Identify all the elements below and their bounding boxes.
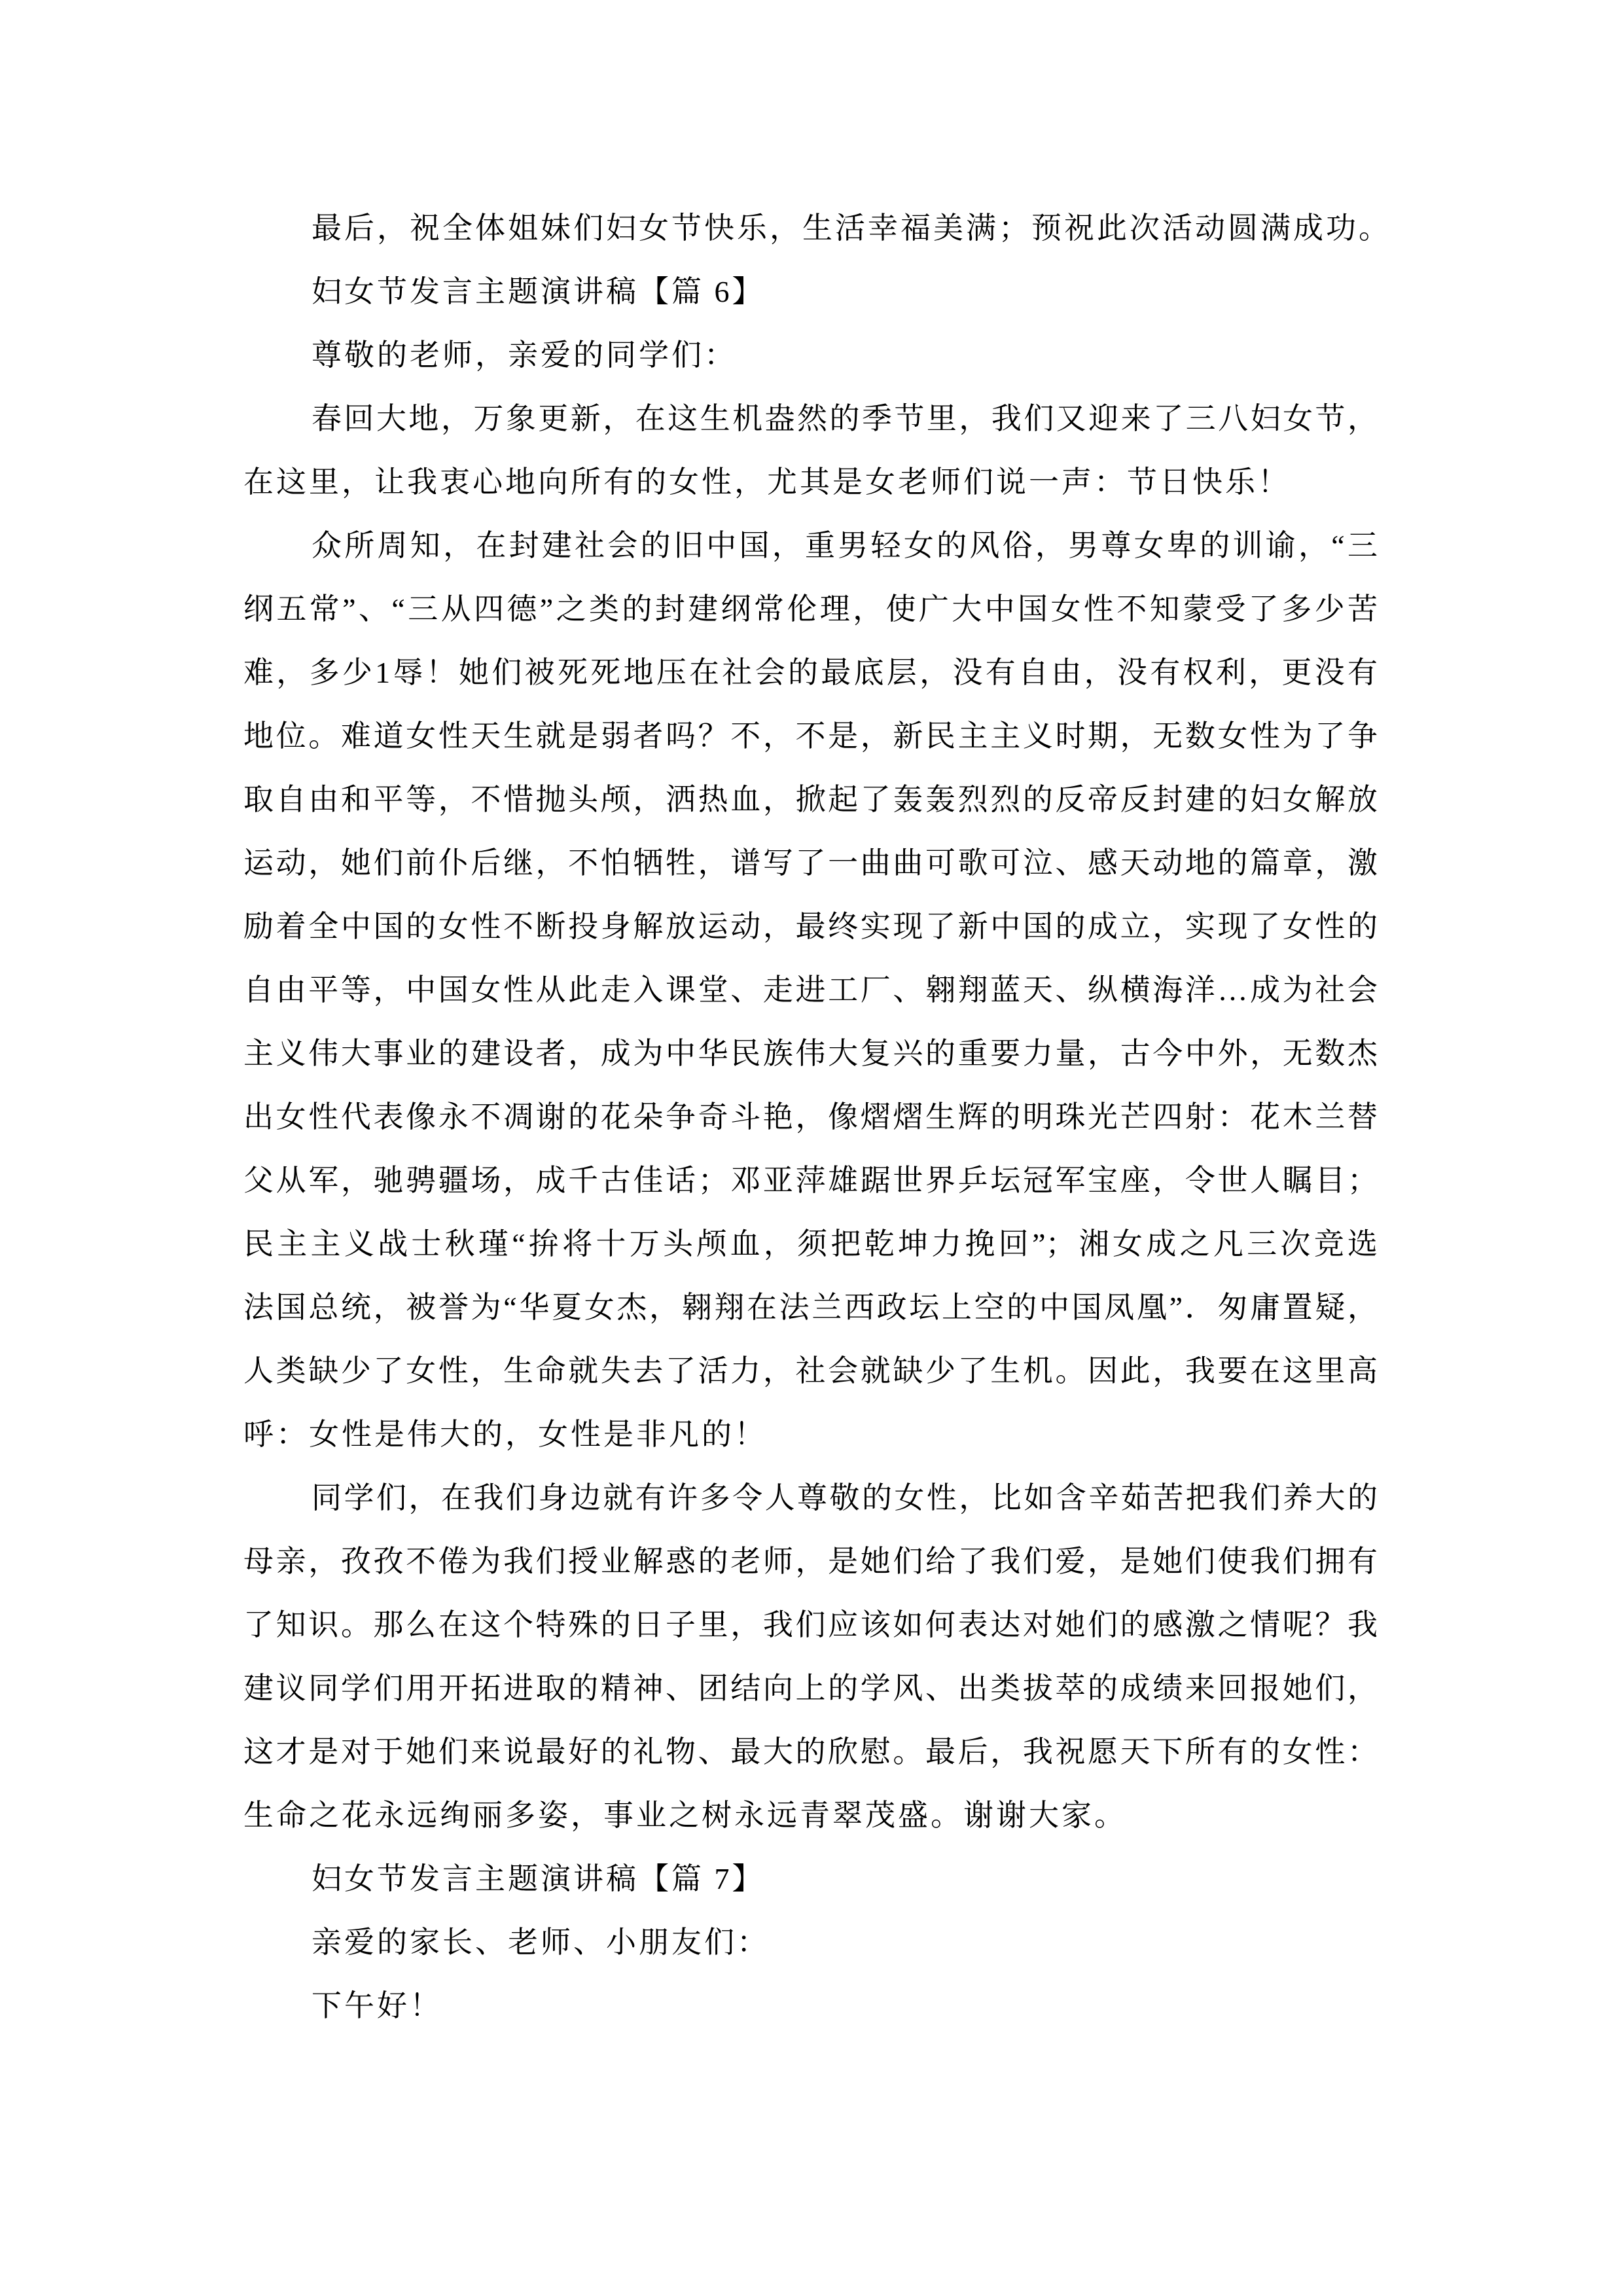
text-line-21: 同学们，在我们身边就有许多令人尊敬的女性，比如含辛茹苦把我们养大的: [312, 1481, 1378, 1515]
text-line-14: 主义伟大事业的建设者，成为中华民族伟大复兴的重要力量，古今中外，无数杰: [243, 1037, 1378, 1070]
text-line-4: 春回大地，万象更新，在这生机盎然的季节里，我们又迎来了三八妇女节，: [312, 402, 1378, 435]
text-line-16: 父从军，驰骋疆场，成千古佳话；邓亚萍雄踞世界乒坛冠军宝座，令世人瞩目；: [243, 1164, 1378, 1197]
text-line-19: 人类缺少了女性，生命就失去了活力，社会就缺少了生机。因此，我要在这里高: [243, 1354, 1378, 1388]
text-line-13: 自由平等，中国女性从此走入课堂、走进工厂、翱翔蓝天、纵横海洋…成为社会: [243, 973, 1378, 1007]
text-line-17: 民主主义战士秋瑾“拚将十万头颅血，须把乾坤力挽回”；湘女成之凡三次竞选: [243, 1227, 1378, 1261]
text-line-6: 众所周知，在封建社会的旧中国，重男轻女的风俗，男尊女卑的训谕，“三: [312, 529, 1378, 562]
text-line-12: 励着全中国的女性不断投身解放运动，最终实现了新中国的成立，实现了女性的: [243, 910, 1378, 943]
text-line-20: 呼：女性是伟大的，女性是非凡的！: [243, 1418, 767, 1451]
text-line-24: 建议同学们用开拓进取的精神、团结向上的学风、出类拔萃的成绩来回报她们，: [243, 1672, 1378, 1705]
text-line-22: 母亲，孜孜不倦为我们授业解惑的老师，是她们给了我们爱，是她们使我们拥有: [243, 1545, 1378, 1578]
text-line-28: 亲爱的家长、老师、小朋友们：: [312, 1926, 770, 1959]
text-block: [243, 196, 1391, 2037]
text-line-11: 运动，她们前仆后继，不怕牺牲，谱写了一曲曲可歌可泣、感天动地的篇章，激: [243, 846, 1378, 880]
text-line-5: 在这里，让我衷心地向所有的女性，尤其是女老师们说一声：节日快乐！: [243, 465, 1291, 499]
text-line-2: 妇女节发言主题演讲稿【篇 6】: [312, 275, 765, 308]
text-line-10: 取自由和平等，不惜抛头颅，洒热血，掀起了轰轰烈烈的反帝反封建的妇女解放: [243, 783, 1378, 816]
text-line-9: 地位。难道女性天生就是弱者吗？不，不是，新民主主义时期，无数女性为了争: [243, 719, 1378, 753]
text-line-8: 难，多少1辱！她们被死死地压在社会的最底层，没有自由，没有权利，更没有: [243, 656, 1378, 689]
text-line-23: 了知识。那么在这个特殊的日子里，我们应该如何表达对她们的感激之情呢？我: [243, 1608, 1378, 1641]
text-line-26: 生命之花永远绚丽多姿，事业之树永远青翠茂盛。谢谢大家。: [243, 1799, 1127, 1832]
text-line-3: 尊敬的老师，亲爱的同学们：: [312, 338, 737, 372]
text-line-15: 出女性代表像永不凋谢的花朵争奇斗艳，像熠熠生辉的明珠光芒四射：花木兰替: [243, 1100, 1378, 1134]
text-line-18: 法国总统，被誉为“华夏女杰，翱翔在法兰西政坛上空的中国凤凰”．匆庸置疑，: [243, 1291, 1378, 1324]
text-line-1: 最后，祝全体姐妹们妇女节快乐，生活幸福美满；预祝此次活动圆满成功。: [312, 211, 1391, 245]
text-line-7: 纲五常”、“三从四德”之类的封建纲常伦理，使广大中国女性不知蒙受了多少苦: [243, 592, 1378, 626]
text-line-25: 这才是对于她们来说最好的礼物、最大的欣慰。最后，我祝愿天下所有的女性：: [243, 1735, 1378, 1768]
text-line-27: 妇女节发言主题演讲稿【篇 7】: [312, 1862, 765, 1895]
text-line-29: 下午好！: [312, 1989, 442, 2022]
